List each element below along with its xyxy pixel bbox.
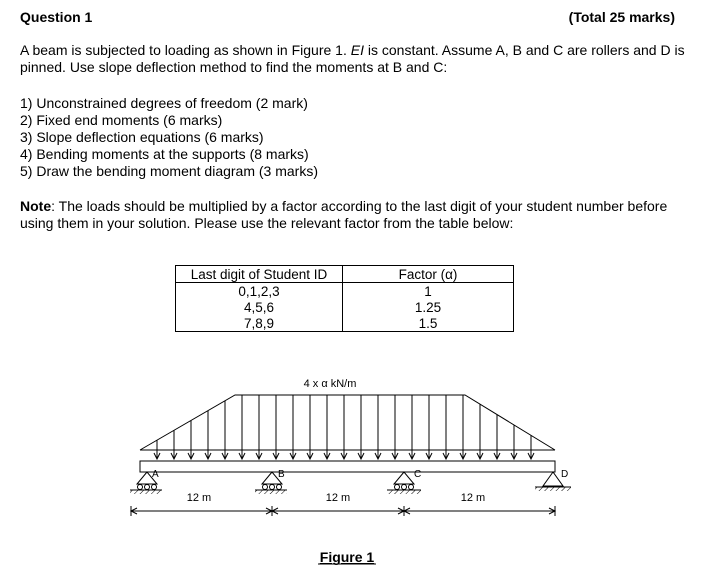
- question-title: Question 1: [20, 9, 93, 25]
- span-cd-length: 12 m: [460, 492, 486, 504]
- support-label-c: C: [414, 469, 422, 480]
- task-item: 5) Draw the bending moment diagram (3 marks): [20, 163, 319, 179]
- note-text: : The loads should be multiplied by a factor according to the last digit of your student number before using them in your solution. Please use the relevant factor from the table below:: [20, 198, 668, 231]
- support-label-d: D: [561, 469, 569, 480]
- table-cell: 7,8,9: [176, 315, 343, 332]
- ei-symbol: EI: [350, 42, 364, 58]
- table-row: [176, 283, 514, 300]
- support-label-b: B: [278, 469, 285, 480]
- span-ab-length: 12 m: [186, 492, 212, 504]
- span-bc-length: 12 m: [325, 492, 351, 504]
- table-header-cell: Last digit of Student ID: [176, 266, 343, 283]
- intro-paragraph: [20, 42, 685, 76]
- total-marks: (Total 25 marks): [568, 9, 675, 25]
- task-item: 2) Fixed end moments (6 marks): [20, 112, 223, 128]
- table-row: [176, 299, 514, 315]
- table-cell: 1.5: [343, 315, 514, 332]
- task-list: [20, 95, 318, 180]
- table-cell: 4,5,6: [176, 299, 343, 315]
- task-item: 1) Unconstrained degrees of freedom (2 mark): [20, 95, 308, 111]
- table-row: [176, 315, 514, 332]
- task-item: 4) Bending moments at the supports (8 marks): [20, 146, 309, 162]
- load-outline: [140, 395, 555, 450]
- factor-table: [175, 265, 514, 332]
- note-label: Note: [20, 198, 52, 214]
- table-cell: 1: [343, 283, 514, 300]
- beam: [140, 461, 555, 472]
- support-c: [387, 469, 421, 494]
- load-arrows: [154, 395, 534, 459]
- task-item: 3) Slope deflection equations (6 marks): [20, 129, 264, 145]
- beam-figure: [0, 360, 705, 579]
- table-header-row: [176, 266, 514, 283]
- figure-caption: Figure 1: [319, 549, 375, 565]
- note-paragraph: [20, 198, 685, 232]
- intro-text-1: A beam is subjected to loading as shown in Figure 1.: [20, 42, 351, 58]
- support-label-a: A: [152, 469, 159, 480]
- support-b: [255, 469, 287, 494]
- table-header-cell: Factor (α): [343, 266, 514, 283]
- support-a: [130, 469, 162, 494]
- dimension-line: [131, 506, 555, 516]
- table-cell: 1.25: [343, 299, 514, 315]
- intro-text-2: is constant. Assume A, B and C are rollers and D is pinned. Use slope deflection method to find the moments at B and C:: [20, 42, 685, 75]
- table-cell: 0,1,2,3: [176, 283, 343, 300]
- load-label: 4 x α kN/m: [303, 378, 357, 390]
